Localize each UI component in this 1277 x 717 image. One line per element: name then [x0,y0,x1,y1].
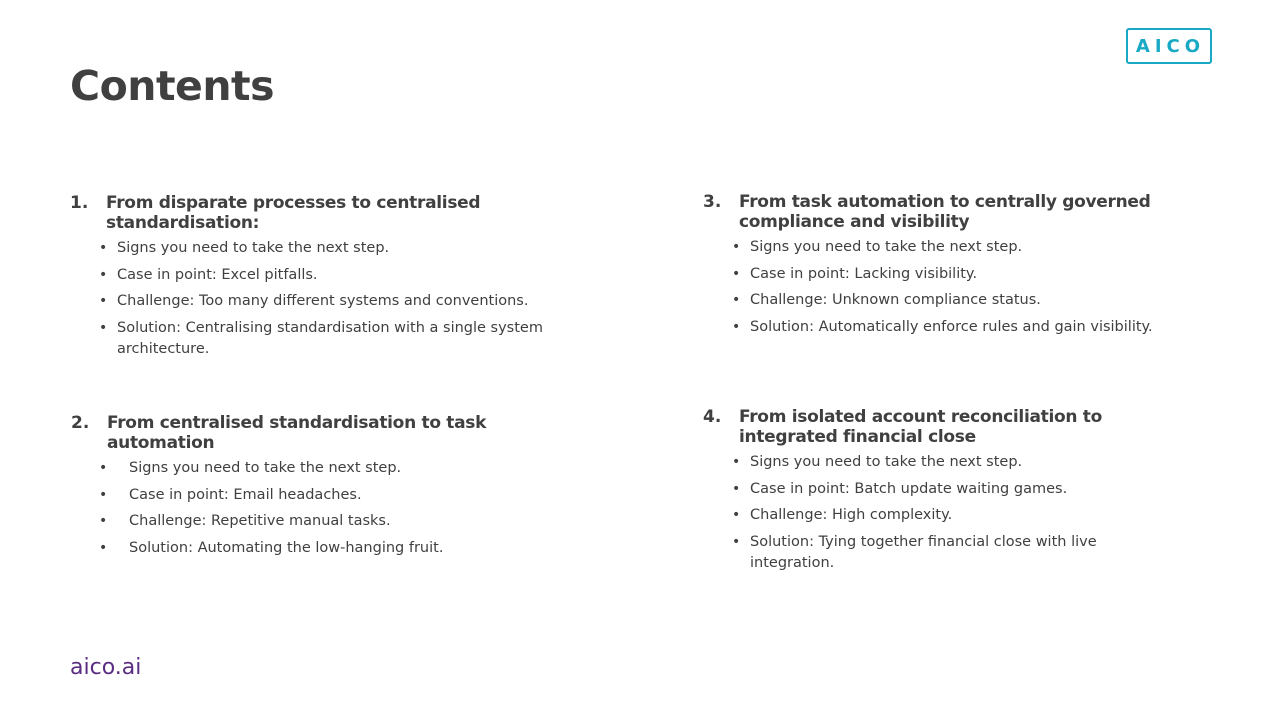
footer-url: aico.ai [70,655,142,680]
contents-section-4 [703,407,1203,579]
list-item [99,458,569,479]
list-item-text: Case in point: Lacking visibility. [750,265,978,282]
section-heading [71,413,571,453]
section-number: 4. [703,407,722,427]
bullet-icon: • [732,507,741,524]
list-item [732,479,1152,500]
list-item [99,511,569,532]
contents-section-1 [70,193,570,365]
section-title-line: standardisation: [106,213,260,233]
bullet-icon: • [99,240,108,256]
list-item-text: Challenge: Too many different systems and conventions. [117,293,529,310]
bullet-icon: • [99,266,108,283]
bullet-icon: • [99,320,108,337]
section-title-line: From centralised standardisation to task [107,413,487,433]
list-item-text: Challenge: Repetitive manual tasks. [129,513,391,530]
list-item [732,290,1202,311]
bullet-list [732,237,1202,338]
section-title-line: automation [107,433,215,453]
bullet-icon: • [732,292,741,309]
section-title [739,192,1151,232]
contents-section-3 [703,192,1203,344]
section-title-line: integrated financial close [739,427,976,447]
list-item [99,291,569,312]
section-heading [703,192,1203,232]
bullet-list [99,238,569,359]
section-title [739,407,1102,447]
section-number: 3. [703,192,722,212]
bullet-icon: • [99,486,108,503]
list-item-text: Solution: Centralising standardisation with a single system architecture. [117,320,543,357]
bullet-icon: • [732,480,741,497]
list-item-text: Signs you need to take the next step. [750,239,1023,255]
list-item [99,318,569,359]
list-item [732,264,1202,285]
list-item-text: Signs you need to take the next step. [129,460,402,476]
section-heading [70,193,570,233]
list-item-text: Solution: Tying together financial close with live integration. [750,534,1097,571]
list-item-text: Challenge: Unknown compliance status. [750,292,1041,309]
section-number: 2. [71,413,90,433]
list-item [732,317,1202,338]
list-item [732,505,1152,526]
bullet-icon: • [99,460,108,476]
section-title-line: From isolated account reconciliation to [739,407,1103,427]
list-item [732,532,1152,573]
list-item-text: Case in point: Email headaches. [129,486,362,503]
list-item [732,237,1202,258]
bullet-icon: • [732,454,741,470]
bullet-icon: • [99,293,108,310]
list-item-text: Challenge: High complexity. [750,507,953,524]
page-title: Contents [70,62,275,110]
section-title-line: From task automation to centrally governed [739,192,1151,212]
list-item [99,538,569,559]
list-item-text: Solution: Automatically enforce rules and gain visibility. [750,319,1153,336]
section-title [107,413,486,453]
bullet-icon: • [732,239,741,255]
bullet-icon: • [732,265,741,282]
section-number: 1. [70,193,89,213]
bullet-list [99,458,569,559]
list-item-text: Signs you need to take the next step. [117,240,390,256]
list-item-text: Case in point: Excel pitfalls. [117,266,318,283]
list-item-text: Case in point: Batch update waiting games. [750,480,1068,497]
section-title-line: From disparate processes to centralised [106,193,481,213]
list-item [732,452,1152,473]
section-title [106,193,480,233]
contents-section-2 [71,413,571,565]
section-heading [703,407,1203,447]
bullet-list [732,452,1152,573]
bullet-icon: • [732,534,741,551]
list-item [99,238,569,259]
list-item-text: Solution: Automating the low-hanging fruit. [129,540,444,557]
list-item [99,265,569,286]
section-title-line: compliance and visibility [739,212,970,232]
bullet-icon: • [99,540,108,557]
aico-logo: AICO [1126,28,1212,64]
bullet-icon: • [99,513,108,530]
list-item [99,485,569,506]
bullet-icon: • [732,319,741,336]
list-item-text: Signs you need to take the next step. [750,454,1023,470]
